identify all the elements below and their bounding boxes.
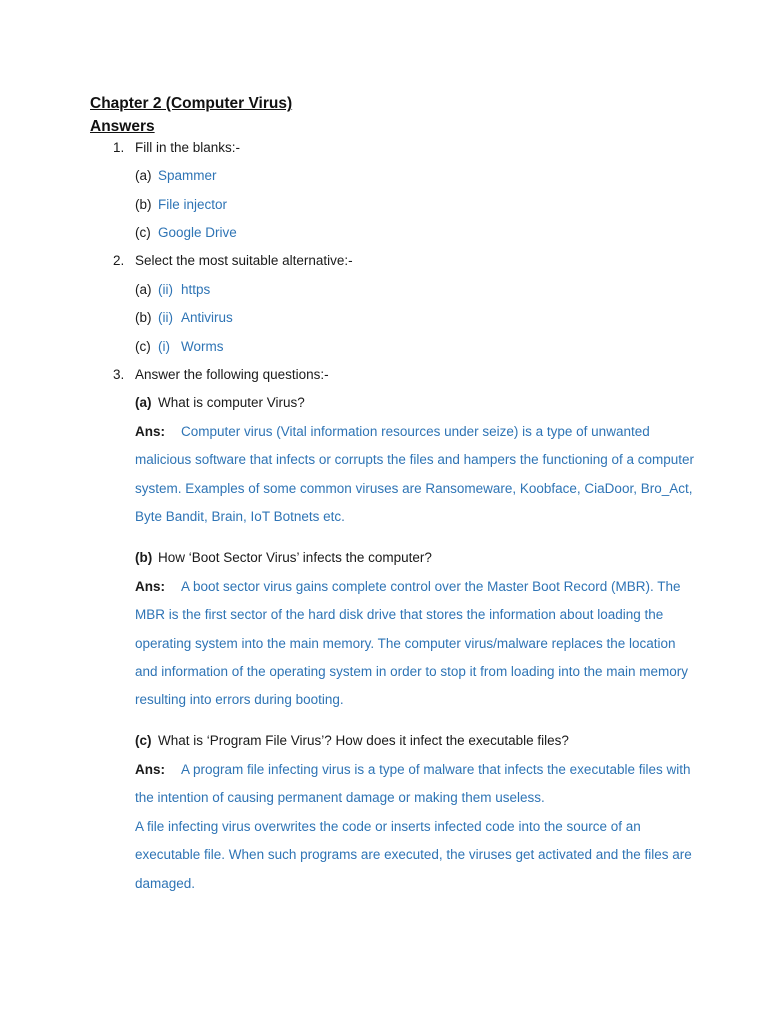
q1-item-a-label: (a) <box>135 168 152 183</box>
q3c-answer-line-1: A program file infecting virus is a type of malware that infects the executable files with <box>181 762 691 777</box>
q3b-answer-line-4: and information of the operating system in order to stop it from loading into the main memory <box>135 664 689 679</box>
q2-item-b-option: (ii) <box>158 310 173 325</box>
q1-number: 1. <box>113 140 125 155</box>
q3c-answer-line-2: the intention of causing permanent damage or making them useless. <box>135 790 545 805</box>
q2-item-c-label: (c) <box>135 339 151 354</box>
q3b-label: (b) <box>135 550 153 565</box>
q2-number: 2. <box>113 253 125 268</box>
q3b-ans-label: Ans: <box>135 579 165 594</box>
q3a-answer-line-3: system. Examples of some common viruses are Ransomeware, Koobface, CiaDoor, Bro_Act, <box>135 481 693 496</box>
q1-item-c-label: (c) <box>135 225 151 240</box>
q3a-ans-label: Ans: <box>135 424 165 439</box>
q3b-answer-line-5: resulting into errors during booting. <box>135 692 344 707</box>
q3b-answer-line-3: operating system into the main memory. The computer virus/malware replaces the location <box>135 636 676 651</box>
q3b-answer-line-2: MBR is the first sector of the hard disk drive that stores the information about loading the <box>135 607 664 622</box>
q2-item-a-option: (ii) <box>158 282 173 297</box>
q3c-question: What is ‘Program File Virus’? How does it infect the executable files? <box>158 733 569 748</box>
q1-item-b-answer: File injector <box>158 197 228 212</box>
q3c-label: (c) <box>135 733 152 748</box>
q3a-answer-line-1: Computer virus (Vital information resources under seize) is a type of unwanted <box>181 424 650 439</box>
q3b-answer-line-1: A boot sector virus gains complete control over the Master Boot Record (MBR). The <box>181 579 681 594</box>
chapter-title: Chapter 2 (Computer Virus) <box>90 95 293 112</box>
q3c-answer-line-4: executable file. When such programs are executed, the viruses get activated and the files are <box>135 847 692 862</box>
q1-item-a-answer: Spammer <box>158 168 217 183</box>
q2-item-b-label: (b) <box>135 310 152 325</box>
q2-item-c-option: (i) <box>158 339 170 354</box>
q1-item-c-answer: Google Drive <box>158 225 237 240</box>
q3-prompt: Answer the following questions:- <box>135 367 329 382</box>
q2-item-a-answer: https <box>181 282 211 297</box>
q3a-question: What is computer Virus? <box>158 395 305 410</box>
q3c-ans-label: Ans: <box>135 762 165 777</box>
q3c-answer-line-5: damaged. <box>135 876 196 891</box>
q3-number: 3. <box>113 367 125 382</box>
answers-heading: Answers <box>90 118 155 135</box>
q1-item-b-label: (b) <box>135 197 152 212</box>
q1-prompt: Fill in the blanks:- <box>135 140 241 155</box>
q3a-answer-line-2: malicious software that infects or corrupts the files and hampers the functioning of a computer <box>135 452 695 467</box>
q3a-label: (a) <box>135 395 152 410</box>
q2-prompt: Select the most suitable alternative:- <box>135 253 353 268</box>
q3b-question: How ‘Boot Sector Virus’ infects the computer? <box>158 550 432 565</box>
q3a-answer-line-4: Byte Bandit, Brain, IoT Botnets etc. <box>135 509 345 524</box>
q3c-answer-line-3: A file infecting virus overwrites the code or inserts infected code into the source of an <box>135 819 641 834</box>
q2-item-a-label: (a) <box>135 282 152 297</box>
q2-item-b-answer: Antivirus <box>181 310 233 325</box>
q2-item-c-answer: Worms <box>181 339 224 354</box>
